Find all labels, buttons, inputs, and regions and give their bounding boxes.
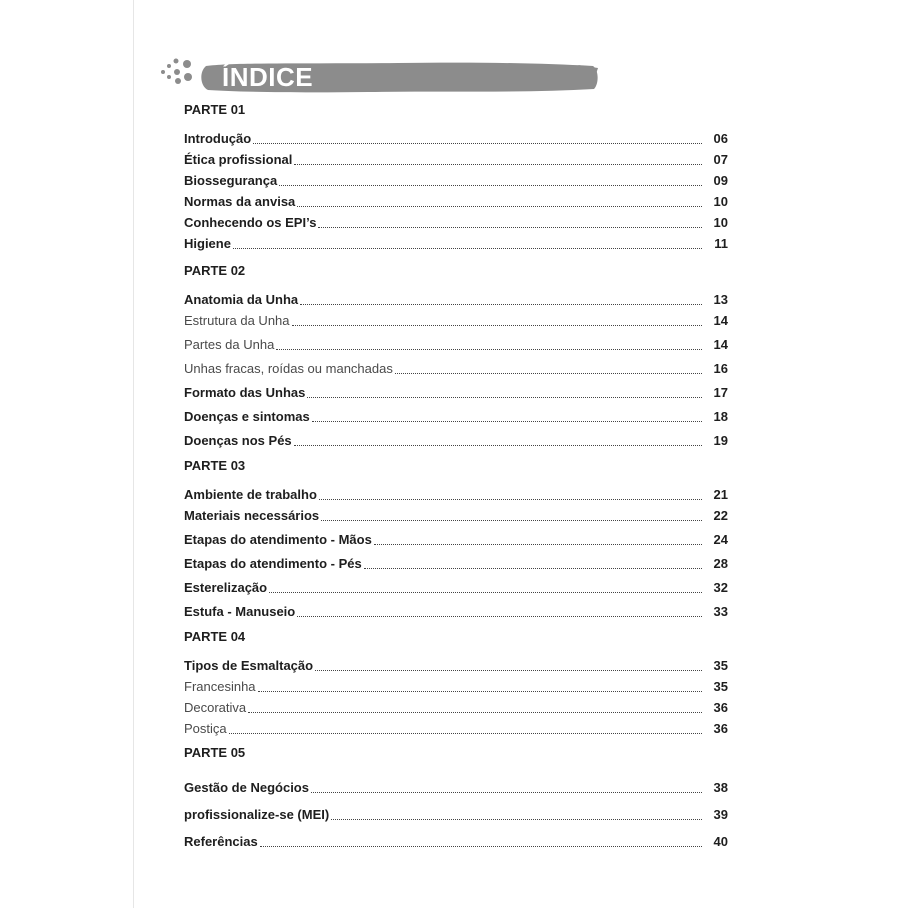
index-header — [158, 52, 448, 98]
toc-entry-page-number: 19 — [713, 433, 728, 448]
toc-entry[interactable] — [184, 401, 728, 425]
toc-entry-page-number: 14 — [713, 337, 728, 352]
toc-entry[interactable] — [184, 168, 728, 189]
section-heading: PARTE 02 — [184, 263, 246, 278]
toc-entry-label: Introdução — [184, 131, 252, 146]
page-edge-divider — [133, 0, 134, 908]
dotted-leader — [364, 567, 702, 569]
toc-entry[interactable] — [184, 548, 728, 572]
dotted-leader — [331, 818, 702, 820]
section-heading: PARTE 01 — [184, 102, 246, 117]
dotted-leader — [233, 247, 702, 249]
toc-entry[interactable] — [184, 353, 728, 377]
toc-entry-page-number: 24 — [713, 532, 728, 547]
toc-entry-label: Etapas do atendimento - Mãos — [184, 532, 372, 547]
toc-entry-label: Francesinha — [184, 679, 256, 694]
toc-entry[interactable] — [184, 596, 728, 620]
toc-entry-label: Anatomia da Unha — [184, 292, 299, 307]
toc-entry-label: Higiene — [184, 236, 231, 251]
toc-entry-label: Estufa - Manuseio — [184, 604, 296, 619]
toc-entry-page-number: 10 — [713, 215, 728, 230]
dotted-leader — [321, 519, 702, 521]
toc-entry-page-number: 32 — [713, 580, 728, 595]
toc-entry[interactable] — [184, 653, 728, 674]
toc-entry-label: Tipos de Esmaltação — [184, 658, 314, 673]
toc-entry[interactable] — [184, 524, 728, 548]
toc-entry-label: Conhecendo os EPI’s — [184, 215, 317, 230]
dotted-leader — [279, 184, 702, 186]
toc-entry-page-number: 21 — [713, 487, 728, 502]
dotted-leader — [292, 324, 702, 326]
dotted-leader — [374, 543, 702, 545]
dotted-leader — [300, 303, 702, 305]
toc-entry-page-number: 09 — [713, 173, 728, 188]
toc-entry-page-number: 39 — [713, 807, 728, 822]
toc-entry[interactable] — [184, 425, 728, 449]
toc-entry-label: Gestão de Negócios — [184, 780, 309, 795]
toc-entry-page-number: 35 — [713, 679, 728, 694]
dotted-leader — [248, 711, 702, 713]
dotted-leader — [307, 396, 702, 398]
toc-entry-label: Partes da Unha — [184, 337, 275, 352]
toc-entry[interactable] — [184, 189, 728, 210]
dotted-leader — [253, 142, 702, 144]
toc-entry-page-number: 07 — [713, 152, 728, 167]
toc-entry[interactable] — [184, 287, 728, 308]
toc-entry-page-number: 16 — [713, 361, 728, 376]
toc-entry-label: profissionalize-se (MEI) — [184, 807, 330, 822]
table-of-contents — [184, 101, 728, 850]
toc-entry-page-number: 18 — [713, 409, 728, 424]
toc-entry-page-number: 28 — [713, 556, 728, 571]
dotted-leader — [258, 690, 702, 692]
toc-entry[interactable] — [184, 231, 728, 252]
toc-entry[interactable] — [184, 572, 728, 596]
toc-entry-label: Ética profissional — [184, 152, 293, 167]
toc-entry-label: Ambiente de trabalho — [184, 487, 317, 502]
toc-entry-page-number: 33 — [713, 604, 728, 619]
toc-entry-label: Formato das Unhas — [184, 385, 306, 400]
toc-entry[interactable] — [184, 769, 728, 796]
dotted-leader — [269, 591, 702, 593]
toc-entry-label: Doenças e sintomas — [184, 409, 310, 424]
toc-entry[interactable] — [184, 482, 728, 503]
dotted-leader — [312, 420, 702, 422]
page-title: ÍNDICE — [222, 62, 314, 92]
toc-entry-label: Esterelização — [184, 580, 268, 595]
toc-entry-page-number: 40 — [713, 834, 728, 849]
toc-entry-label: Decorativa — [184, 700, 247, 715]
toc-entry-page-number: 10 — [713, 194, 728, 209]
dotted-leader — [260, 845, 702, 847]
toc-entry-page-number: 13 — [713, 292, 728, 307]
toc-entry[interactable] — [184, 377, 728, 401]
toc-entry[interactable] — [184, 126, 728, 147]
toc-entry-label: Estrutura da Unha — [184, 313, 290, 328]
toc-entry[interactable] — [184, 503, 728, 524]
toc-entry-page-number: 36 — [713, 721, 728, 736]
dotted-leader — [318, 226, 702, 228]
toc-entry-page-number: 11 — [714, 236, 728, 251]
toc-entry-page-number: 17 — [713, 385, 728, 400]
toc-entry-label: Normas da anvisa — [184, 194, 296, 209]
dotted-leader — [315, 669, 702, 671]
toc-entry[interactable] — [184, 695, 728, 716]
dotted-leader — [294, 444, 702, 446]
toc-entry[interactable] — [184, 796, 728, 823]
toc-entry[interactable] — [184, 329, 728, 353]
toc-entry-label: Referências — [184, 834, 258, 849]
toc-entry[interactable] — [184, 823, 728, 850]
section-heading: PARTE 05 — [184, 745, 246, 760]
dotted-leader — [311, 791, 702, 793]
toc-entry-page-number: 38 — [713, 780, 728, 795]
toc-entry-page-number: 14 — [713, 313, 728, 328]
toc-entry[interactable] — [184, 308, 728, 329]
dotted-leader — [395, 372, 702, 374]
toc-entry[interactable] — [184, 716, 728, 737]
dotted-leader — [297, 615, 702, 617]
toc-entry-label: Biossegurança — [184, 173, 278, 188]
dotted-leader — [319, 498, 702, 500]
toc-entry-page-number: 35 — [713, 658, 728, 673]
toc-entry-label: Postiça — [184, 721, 227, 736]
toc-entry-label: Unhas fracas, roídas ou manchadas — [184, 361, 393, 376]
toc-entry-label: Etapas do atendimento - Pés — [184, 556, 362, 571]
toc-entry-label: Materiais necessários — [184, 508, 320, 523]
toc-entry[interactable] — [184, 210, 728, 231]
toc-entry-label: Doenças nos Pés — [184, 433, 292, 448]
toc-entry[interactable] — [184, 147, 728, 168]
dotted-leader — [276, 348, 702, 350]
dotted-leader — [297, 205, 702, 207]
toc-entry-page-number: 22 — [713, 508, 728, 523]
toc-entry-page-number: 36 — [713, 700, 728, 715]
dotted-leader — [294, 163, 702, 165]
section-heading: PARTE 03 — [184, 458, 246, 473]
section-heading: PARTE 04 — [184, 629, 246, 644]
toc-entry[interactable] — [184, 674, 728, 695]
toc-entry-page-number: 06 — [713, 131, 728, 146]
dotted-leader — [229, 732, 702, 734]
